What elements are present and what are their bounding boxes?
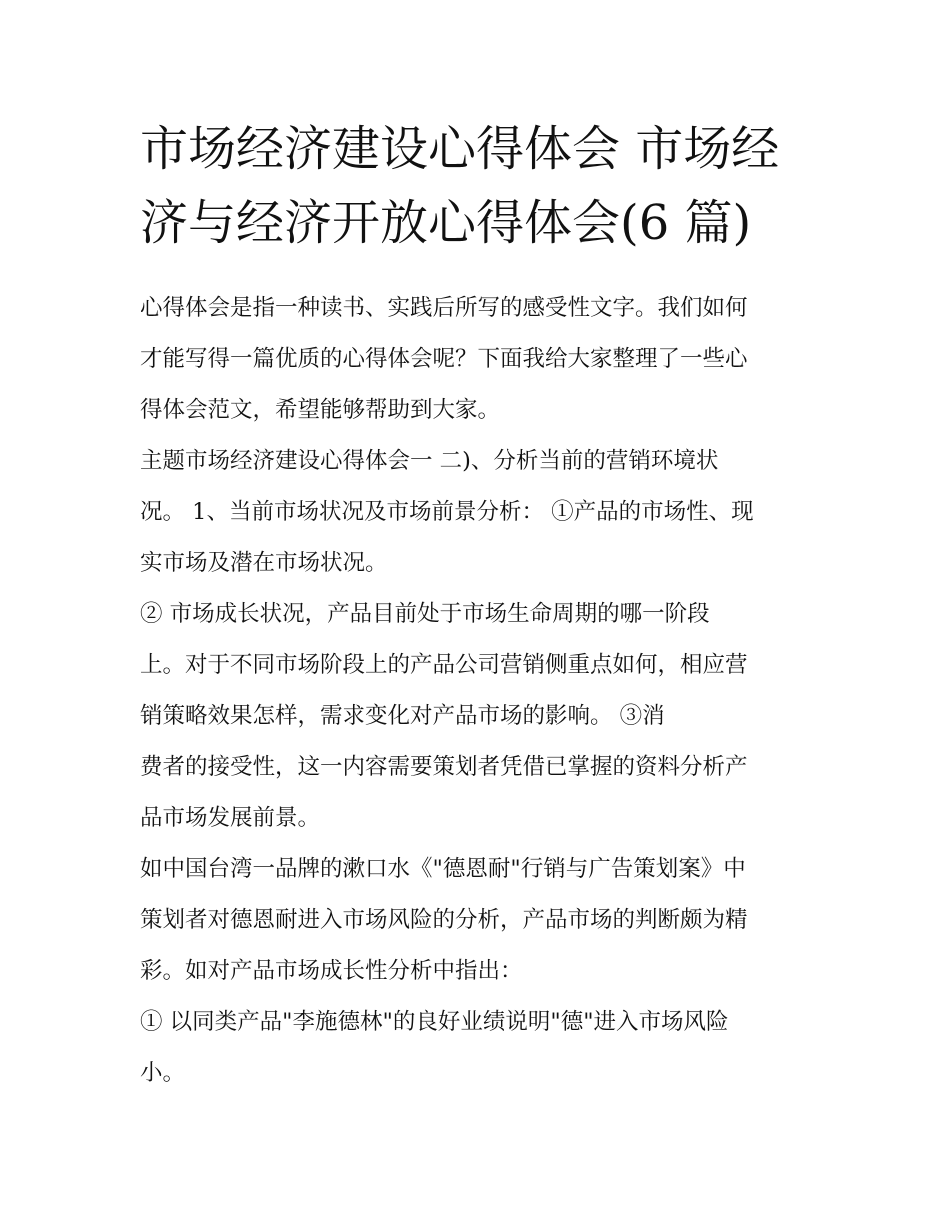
body-line: 策划者对德恩耐进入市场风险的分析，产品市场的判断颇为精 xyxy=(140,907,748,933)
body-line: 才能写得一篇优质的心得体会呢？下面我给大家整理了一些心 xyxy=(140,346,748,372)
title-line: 济与经济开放心得体会(6 篇) xyxy=(140,195,752,251)
body-line: 销策略效果怎样，需求变化对产品市场的影响。 ③消 xyxy=(140,703,665,729)
body-line: 小。 xyxy=(140,1060,186,1086)
body-line: 主题市场经济建设心得体会一 二)、分析当前的营销环境状 xyxy=(140,448,719,474)
body-line: 况。 1、当前市场状况及市场前景分析： ①产品的市场性、现 xyxy=(140,499,754,525)
body-line: 心得体会是指一种读书、实践后所写的感受性文字。我们如何 xyxy=(140,295,748,321)
body-line: 品市场发展前景。 xyxy=(140,805,321,831)
document-body xyxy=(140,283,820,1099)
title-line: 市场经济建设心得体会 市场经 xyxy=(140,121,780,177)
document-title xyxy=(140,112,820,260)
body-line: 彩。如对产品市场成长性分析中指出： xyxy=(140,958,523,984)
body-line: 如中国台湾一品牌的漱口水《"德恩耐"行销与广告策划案》中 xyxy=(140,856,746,882)
body-line: 实市场及潜在市场状况。 xyxy=(140,550,388,576)
body-line: ② 市场成长状况，产品目前处于市场生命周期的哪一阶段 xyxy=(140,601,710,627)
body-line: 费者的接受性，这一内容需要策划者凭借已掌握的资料分析产 xyxy=(140,754,748,780)
body-line: 上。对于不同市场阶段上的产品公司营销侧重点如何，相应营 xyxy=(140,652,748,678)
body-line: ① 以同类产品"李施德林"的良好业绩说明"德"进入市场风险 xyxy=(140,1009,729,1035)
body-line: 得体会范文，希望能够帮助到大家。 xyxy=(140,397,501,423)
